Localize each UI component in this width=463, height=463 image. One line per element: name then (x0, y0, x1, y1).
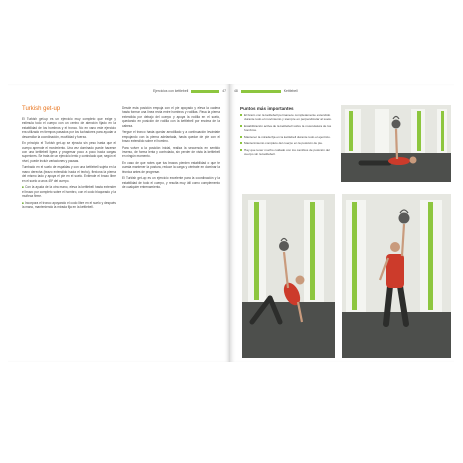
step-item (22, 185, 116, 198)
exercise-photo-bridge (242, 194, 335, 358)
step-item (22, 201, 116, 210)
right-header-title: Kettlebell (283, 89, 298, 93)
bullet-icon: ■ (22, 200, 24, 205)
left-page (8, 84, 230, 362)
paragraph: El Turkish get-up es un ejercicio excelente para la coordinación y la estabilidad de todo el cuerpo, y resulta muy útil como complemento de cualquier entrenamiento. (122, 176, 220, 190)
exercise-photo-start (341, 105, 451, 182)
paragraph: Yergue el tronco hasta quedar arrodillado y a continuación levántate empujando con la pierna adelantada, hasta quedar de pie con el brazo extendido sobre el hombro. (122, 130, 220, 144)
right-page-number: 48 (234, 89, 238, 93)
gym-floor-scene (242, 194, 335, 358)
paragraph: Para volver a la posición inicial, realiza la secuencia en sentido inverso, de forma lenta y controlada, sin perder de vista la kettlebell en ningún momento. (122, 145, 220, 159)
left-page-number: 47 (222, 89, 226, 93)
paragraph: En principio el Turkish get-up se ejecuta sin peso hasta que el cuerpo aprende el movimiento. Una vez dominado puede hacerse con una kettlebell ligera y progresar poco a poco hacia cargas superiores. Se trata de un ejercicio lento y controlado que, según el nivel, puede incluir variaciones y pausas. (22, 141, 116, 163)
exercise-photo-stand (342, 194, 451, 358)
left-column-2 (122, 106, 220, 192)
gym-floor-scene (342, 194, 451, 358)
paragraph: El Turkish get-up es un ejercicio muy completo que exige y estimula todo el cuerpo con un centro de atención fijado en la estabilidad de los hombros y el tronco. No en vano este ejercicio era utilizado en tiempos pasados por los luchadores para ayudar a desarrollar la coordinación, movilidad y fuerza. (22, 117, 116, 139)
paragraph: Tumbado en el suelo de espaldas y con una kettlebell sujeta en la mano derecha (brazo extendido hacia el techo), flexiona la pierna del mismo lado y apoya el pie en el suelo. Extiende el brazo libre en el suelo a unos 45º del cuerpo. (22, 165, 116, 183)
left-header-bar (191, 90, 219, 93)
key-point: El brazo con la kettlebell permanece completamente extendido durante todo el movimiento y siempre en perpendicular al suelo. (240, 113, 336, 121)
left-header-title: Ejercicios con kettlebell (152, 89, 189, 93)
left-running-header (153, 89, 226, 93)
gym-floor-scene (341, 105, 451, 182)
step-text: Con la ayuda de la otra mano, eleva la kettlebell hasta extender el brazo por completo sobre el hombro, con el codo bloqueado y la muñeca firme. (22, 185, 116, 199)
key-point: Hay que tener mucho cuidado con los cambios de posición del cuerpo sin la kettlebell. (240, 148, 336, 156)
right-running-header (234, 89, 298, 93)
right-header-bar (241, 90, 281, 93)
bullet-icon: ■ (22, 185, 25, 190)
key-points-list (240, 113, 336, 159)
paragraph: En caso de que notes que tus brazos pierden estabilidad o que te cuesta mantener la postura, reduce la carga y céntrate en dominar la técnica antes de progresar. (122, 161, 220, 174)
paragraph: Desde esta posición empuja con el pie apoyado y eleva la cadera hasta formar una línea recta entre hombros y rodillas. Pasa la pierna extendida por debajo del cuerpo y apoya la rodilla en el suelo, quedando en posición de rodilla con la kettlebell por encima de la cabeza. (122, 106, 220, 128)
key-point: Mantenimiento completo del cuerpo en la posición de pie. (240, 141, 336, 145)
step-text: Incorpora el tronco apoyando el codo libre en el suelo y después la mano, manteniendo la mirada fija en la kettlebell. (22, 200, 116, 210)
key-point: Mantener la mirada fija en la kettlebell durante todo el ejercicio. (240, 135, 336, 139)
key-points-title: Puntos más importantes (240, 106, 294, 111)
left-column-1 (22, 106, 116, 212)
right-page (230, 84, 454, 362)
key-point: Estabilización activa de la kettlebell sobre la musculatura de los hombros. (240, 124, 336, 132)
section-title: Turkish get-up (22, 106, 61, 112)
